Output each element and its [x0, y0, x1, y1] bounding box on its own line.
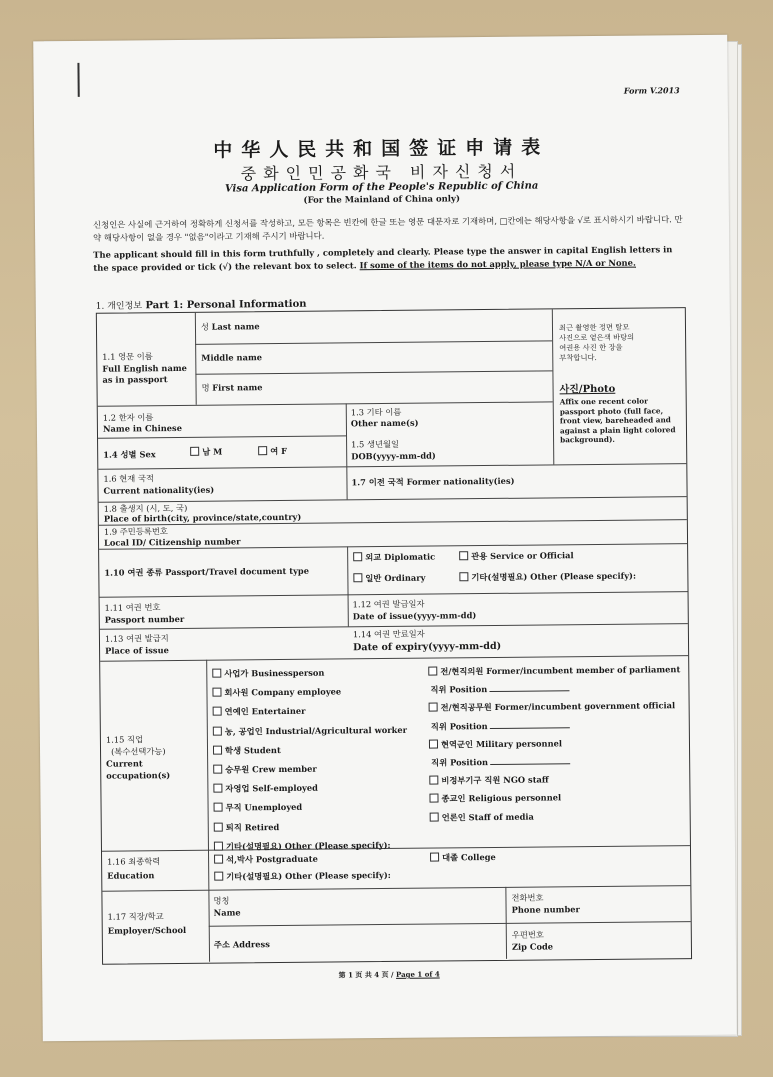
photo-instruction-ko: [559, 323, 635, 364]
last-name-label[interactable]: [201, 321, 260, 333]
f1-17-label-en: Employer/School: [107, 924, 187, 936]
f1-7-label: 1.7 이전 국적 Former nationality(ies): [351, 475, 515, 488]
first-name-en: First name: [212, 382, 263, 393]
pp-service-checkbox[interactable]: [459, 550, 574, 562]
f1-14-label-ko: 1.14 여권 만료일자: [352, 628, 425, 640]
f1-5-label-en: DOB(yyyy-mm-dd): [351, 450, 436, 462]
checkbox-icon: [212, 688, 221, 697]
occ-military-position[interactable]: [429, 751, 681, 772]
occ-gov-position[interactable]: [429, 715, 681, 736]
occ-label: 전/현직공무원 Former/incumbent government official: [440, 700, 676, 713]
checkbox-icon: [214, 822, 223, 831]
f1-6-label-en: Current nationality(ies): [103, 484, 215, 496]
employer-phone-label-ko: 전화번호: [511, 892, 544, 903]
occ-company-checkbox[interactable]: [212, 682, 406, 703]
sex-male-label: 남 M: [202, 446, 223, 457]
occ-label: 자영업 Self-employed: [225, 782, 318, 794]
checkbox-icon: [212, 669, 221, 678]
checkbox-icon: [428, 667, 437, 676]
checkbox-icon: [214, 872, 223, 881]
occ-label: 사업가 Businessperson: [224, 667, 325, 679]
occ-label: 무직 Unemployed: [225, 802, 303, 813]
checkbox-icon: [353, 552, 362, 561]
f1-15-label: [106, 733, 170, 782]
edu-label: 기타(설명필요) Other (Please specify):: [226, 869, 391, 882]
occ-parliament-checkbox[interactable]: [428, 660, 680, 681]
f1-9-label-en: Local ID/ Citizenship number: [103, 536, 241, 548]
f1-15-label-en2: occupation(s): [106, 770, 171, 781]
checkbox-icon: [213, 784, 222, 793]
title-korean: 중화인민공화국 비자신청서: [240, 161, 523, 184]
occ-retired-checkbox[interactable]: [214, 816, 408, 837]
f1-2-label-ko: 1.2 한자 이름: [102, 412, 154, 423]
title-english-sub: (For the Mainland of China only): [303, 194, 461, 206]
sex-female-checkbox[interactable]: [258, 446, 287, 457]
checkbox-icon: [353, 573, 362, 582]
checkbox-icon: [430, 852, 439, 861]
position-label: 직위 Position: [431, 757, 489, 768]
occ-label: 승무원 Crew member: [225, 763, 317, 775]
checkbox-icon: [213, 745, 222, 754]
employer-zip-label-en[interactable]: Zip Code: [511, 941, 554, 952]
title-english: Visa Application Form of the People's Republic of China: [224, 180, 539, 195]
checkbox-icon: [429, 776, 438, 785]
edu-college-checkbox[interactable]: [430, 852, 496, 864]
f1-16-label-ko: 1.16 최종학력: [107, 856, 161, 867]
f1-15-label-ko1: 1.15 직업: [105, 734, 144, 745]
checkbox-icon: [214, 855, 223, 864]
pp-ordinary-label: 일반 Ordinary: [365, 572, 426, 584]
checkbox-icon: [429, 703, 438, 712]
f1-2-label-en: Name in Chinese: [102, 422, 183, 434]
f1-15-label-ko2: (복수선택가능): [110, 746, 166, 757]
pp-other-label: 기타(설명필요) Other (Please specify):: [471, 570, 637, 583]
occupation-right-list: [428, 660, 682, 826]
f1-1-label-en2: as in passport: [102, 374, 168, 385]
f1-9-label-ko: 1.9 주민등록번호: [103, 526, 168, 537]
occ-industrial-checkbox[interactable]: [213, 720, 407, 741]
f1-1-label-en1: Full English name: [102, 362, 187, 374]
checkbox-icon: [190, 447, 199, 456]
middle-name-label[interactable]: Middle name: [201, 352, 263, 363]
footer-sep: /: [390, 969, 394, 979]
photo-ko-line3: 여권용 사진 한 장을: [559, 342, 623, 353]
photo-ko-line2: 사진으로 옅은색 바탕의: [559, 332, 635, 343]
page-footer: [42, 967, 736, 984]
checkbox-icon: [214, 841, 223, 850]
part1-table: [96, 307, 692, 965]
f1-3-label-ko: 1.3 기타 이름: [350, 406, 402, 418]
photo-instruction-en: Affix one recent color passport photo (full face, front view, bareheaded and against a plain light colored background).: [559, 396, 676, 445]
f1-1-label-ko: 1.1 영문 이름: [102, 351, 153, 362]
edu-postgraduate-checkbox[interactable]: [214, 854, 318, 866]
last-name-en: Last name: [211, 321, 260, 332]
occ-religious-checkbox[interactable]: [429, 788, 681, 809]
f1-5-label-ko: 1.5 생년월일: [351, 438, 400, 450]
employer-zip-label-ko: 우편번호: [511, 929, 544, 940]
occ-label: 현역군인 Military personnel: [440, 738, 563, 750]
f1-3-label-en: Other name(s): [350, 417, 419, 429]
f1-16-label-en: Education: [107, 870, 155, 881]
sex-male-checkbox[interactable]: [190, 447, 222, 458]
occ-label: 학생 Student: [224, 744, 281, 756]
f1-13-label-en: Place of issue: [105, 645, 169, 656]
checkbox-icon: [213, 765, 222, 774]
form-version: Form V.2013: [623, 85, 680, 96]
f1-6-label-ko: 1.6 현재 국적: [103, 473, 154, 484]
photo-ko-line1: 최근 촬영한 정면 탈모: [558, 322, 630, 333]
occ-label: 회사원 Company employee: [224, 686, 342, 698]
pp-diplomatic-label: 외교 Diplomatic: [365, 551, 436, 563]
footer-en: Page 1 of 4: [395, 969, 440, 979]
employer-name-label-en[interactable]: Name: [213, 907, 241, 918]
occ-label: 종교인 Religious personnel: [441, 792, 562, 804]
checkbox-icon: [213, 707, 222, 716]
f1-15-label-en1: Current: [106, 758, 143, 769]
f1-11-label-ko: 1.11 여권 번호: [104, 602, 161, 613]
sex-female-label: 여 F: [270, 445, 288, 457]
photo-title: 사진/Photo: [559, 383, 616, 396]
first-name-label[interactable]: [202, 382, 263, 394]
checkbox-icon: [430, 812, 439, 821]
f1-12-label-ko: 1.12 여권 발급일자: [352, 598, 425, 610]
intro-english-text: The applicant should fill in this form truthfully , completely and clearly. Please type the answer in capital English letters in the space provided or tick (√) the relevant box to select.: [93, 244, 673, 273]
occ-label: 전/현직의원 Former/incumbent member of parliament: [440, 664, 681, 677]
f1-13-label-ko: 1.13 여권 발급지: [104, 633, 169, 644]
employer-phone-label-en[interactable]: Phone number: [511, 904, 580, 915]
visa-form-page: [33, 35, 737, 1042]
pp-other-checkbox[interactable]: [459, 571, 636, 584]
pen-mark: [77, 63, 79, 97]
occ-crew-checkbox[interactable]: [213, 759, 407, 780]
occ-label: 연예인 Entertainer: [224, 706, 306, 717]
occ-label: 농, 공업인 Industrial/Agricultural worker: [224, 724, 408, 737]
occupation-left-list: [212, 663, 408, 857]
checkbox-icon: [429, 794, 438, 803]
employer-name-label-ko: 명칭: [213, 895, 230, 906]
footer-cn: 第 1 页 共 4 页: [338, 969, 389, 980]
part1-heading-ko: 1. 개인정보: [95, 301, 143, 312]
f1-17-label-ko: 1.17 직장/학교: [107, 911, 164, 922]
edu-other-checkbox[interactable]: [214, 870, 391, 883]
pp-service-label: 관용 Service or Official: [471, 550, 574, 562]
f1-11-label-en: Passport number: [104, 613, 185, 625]
occ-military-checkbox[interactable]: [429, 733, 681, 754]
occ-unemployed-checkbox[interactable]: [213, 797, 407, 818]
occ-student-checkbox[interactable]: [213, 740, 407, 761]
f1-8-label-ko: 1.8 출생지 (시, 도, 국): [103, 502, 188, 514]
edu-label: 대졸 College: [442, 851, 496, 863]
occ-label: 퇴직 Retired: [225, 821, 280, 833]
first-name-ko: 명: [201, 382, 210, 393]
intro-korean: 신청인은 사실에 근거하여 정확하게 신청서를 작성하고, 모든 항목은 빈칸에 한글 또는 영문 대문자로 기재하며, □칸에는 해당사항을 √로 표시하시기 바랍니다. 만약 해당사항이 없을 경우 "없음"이라고 기재해 주시기 바랍니다.: [92, 214, 683, 243]
f1-10-label: 1.10 여권 종류 Passport/Travel document type: [104, 565, 310, 578]
photo-ko-line4: 부착합니다.: [559, 352, 597, 363]
f1-8-label-en: Place of birth(city, province/state,country): [103, 511, 302, 524]
employer-address-label[interactable]: 주소 Address: [213, 939, 270, 950]
position-label: 직위 Position: [430, 684, 488, 695]
title-chinese: 中华人民共和国签证申请表: [213, 136, 550, 162]
occ-label: 언론인 Staff of media: [441, 811, 534, 823]
part1-heading: [96, 297, 307, 312]
f1-14-label-en: Date of expiry(yyyy-mm-dd): [352, 640, 502, 654]
checkbox-icon: [459, 551, 468, 560]
occ-media-checkbox[interactable]: [430, 806, 682, 827]
part1-heading-en: Part 1: Personal Information: [145, 298, 307, 312]
occ-gov-checkbox[interactable]: [429, 697, 681, 718]
occ-parliament-position[interactable]: [428, 678, 680, 699]
position-label: 직위 Position: [430, 720, 488, 732]
checkbox-icon: [459, 572, 468, 581]
occ-label: 비정부기구 직원 NGO staff: [441, 774, 549, 786]
pp-ordinary-checkbox[interactable]: [353, 573, 425, 585]
occ-entertainer-checkbox[interactable]: [213, 701, 407, 722]
checkbox-icon: [429, 739, 438, 748]
pp-diplomatic-checkbox[interactable]: [353, 552, 435, 564]
occ-ngo-checkbox[interactable]: [429, 769, 681, 790]
checkbox-icon: [214, 803, 223, 812]
intro-english-underlined: If some of the items do not apply, please type N/A or None.: [359, 257, 636, 271]
occ-self-employed-checkbox[interactable]: [213, 778, 407, 799]
checkbox-icon: [258, 446, 267, 455]
edu-label: 석,박사 Postgraduate: [226, 853, 318, 865]
last-name-ko: 성: [200, 321, 210, 332]
occ-business-checkbox[interactable]: [212, 663, 406, 684]
f1-12-label-en: Date of issue(yyyy-mm-dd): [352, 610, 477, 622]
occ-label: 기타(설명필요) Other (Please specify):: [225, 839, 391, 852]
checkbox-icon: [213, 726, 222, 735]
intro-english: [93, 243, 683, 275]
f1-4-label: 1.4 성별 Sex: [103, 449, 156, 460]
